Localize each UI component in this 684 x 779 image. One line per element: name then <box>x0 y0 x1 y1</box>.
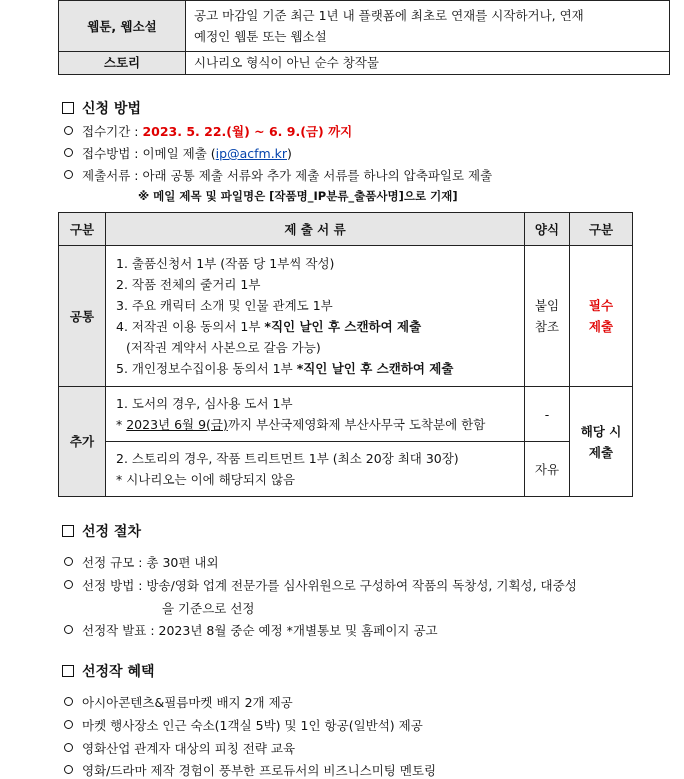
email-link[interactable]: ip@acfm.kr <box>215 146 288 161</box>
square-bullet-icon <box>62 102 74 114</box>
circle-bullet-icon <box>64 580 73 589</box>
doc-item: 2. 스토리의 경우, 작품 트리트먼트 1부 (최소 20장 최대 30장) <box>116 451 459 466</box>
selection-method: 선정 방법 : 방송/영화 업계 전문가를 심사위원으로 구성하여 작품의 독창성, 기획성, 대중성 <box>64 576 577 594</box>
doc-item-sub: (저작권 계약서 사본으로 갈음 가능) <box>126 340 321 355</box>
benefit-item: 영화/드라마 제작 경험이 풍부한 프로듀서의 비즈니스미팅 멘토링 <box>64 761 436 779</box>
filename-note: ※ 메일 제목 및 파일명은 [작품명_IP분류_출품사명]으로 기재] <box>138 189 458 203</box>
apply-docs: 제출서류 : 아래 공통 제출 서류와 추가 제출 서류를 하나의 압축파일로 제출 <box>64 166 492 184</box>
apply-period-value: 2023. 5. 22.(월) ~ 6. 9.(금) 까지 <box>142 124 353 139</box>
doc-item: 4. 저작권 이용 동의서 1부 *직인 날인 후 스캔하여 제출 <box>116 319 422 334</box>
doc-item: 3. 주요 캐릭터 소개 및 인물 관계도 1부 <box>116 298 333 313</box>
row-text <box>186 1 670 52</box>
table-row <box>59 1 670 52</box>
circle-bullet-icon <box>64 625 73 634</box>
selection-method-cont: 을 기준으로 선정 <box>162 601 255 616</box>
common-form: 붙임 참조 <box>525 246 570 387</box>
eligibility-table <box>58 0 670 75</box>
extra-form-b: 자유 <box>525 442 570 497</box>
table-header-row <box>59 213 633 246</box>
extra-docs-b <box>106 442 525 497</box>
selection-scale: 선정 규모 : 총 30편 내외 <box>64 553 219 571</box>
table-row-extra-a <box>59 387 633 442</box>
documents-table <box>58 212 633 497</box>
circle-bullet-icon <box>64 697 73 706</box>
circle-bullet-icon <box>64 148 73 157</box>
benefit-item: 영화산업 관계자 대상의 피칭 전략 교육 <box>64 739 295 757</box>
row-label: 웹툰, 웹소설 <box>59 1 186 52</box>
benefit-item: 마켓 행사장소 인근 숙소(1객실 5박) 및 1인 항공(일반석) 제공 <box>64 716 423 734</box>
header-category: 구분 <box>59 213 106 246</box>
common-docs <box>106 246 525 387</box>
doc-item: 2. 작품 전체의 줄거리 1부 <box>116 277 261 292</box>
row-label: 스토리 <box>59 52 186 75</box>
apply-period: 접수기간 : 2023. 5. 22.(월) ~ 6. 9.(금) 까지 <box>64 122 352 140</box>
section-heading-benefits: 선정작 혜택 <box>62 661 155 681</box>
circle-bullet-icon <box>64 557 73 566</box>
table-row-extra-b <box>59 442 633 497</box>
selection-announce: 선정작 발표 : 2023년 8월 중순 예정 *개별통보 및 홈페이지 공고 <box>64 621 438 639</box>
doc-item: 1. 출품신청서 1부 (작품 당 1부씩 작성) <box>116 256 335 271</box>
header-form: 양식 <box>525 213 570 246</box>
doc-item: * 2023년 6월 9(금)까지 부산국제영화제 부산사무국 도착분에 한함 <box>116 417 486 432</box>
circle-bullet-icon <box>64 765 73 774</box>
row-text-line: 공고 마감일 기준 최근 1년 내 플랫폼에 최초로 연재를 시작하거나, 연재 <box>194 8 584 23</box>
doc-item: * 시나리오는 이에 해당되지 않음 <box>116 472 296 487</box>
row-text: 시나리오 형식이 아닌 순수 창작물 <box>186 52 670 75</box>
common-required: 필수 제출 <box>570 246 633 387</box>
table-row <box>59 52 670 75</box>
extra-docs-a <box>106 387 525 442</box>
circle-bullet-icon <box>64 126 73 135</box>
extra-label: 추가 <box>59 387 106 497</box>
section-heading-selection: 선정 절차 <box>62 521 141 541</box>
square-bullet-icon <box>62 665 74 677</box>
header-documents: 제 출 서 류 <box>106 213 525 246</box>
extra-required: 해당 시 제출 <box>570 387 633 497</box>
apply-method: 접수방법 : 이메일 제출 (ip@acfm.kr) <box>64 144 292 162</box>
circle-bullet-icon <box>64 720 73 729</box>
doc-item: 1. 도서의 경우, 심사용 도서 1부 <box>116 396 293 411</box>
header-type: 구분 <box>570 213 633 246</box>
table-row-common <box>59 246 633 387</box>
section-heading-apply: 신청 방법 <box>62 98 141 118</box>
circle-bullet-icon <box>64 170 73 179</box>
common-label: 공통 <box>59 246 106 387</box>
square-bullet-icon <box>62 525 74 537</box>
benefit-item: 아시아콘텐츠&필름마켓 배지 2개 제공 <box>64 693 293 711</box>
row-text-line: 예정인 웹툰 또는 웹소설 <box>194 29 327 44</box>
circle-bullet-icon <box>64 743 73 752</box>
doc-item: 5. 개인정보수집이용 동의서 1부 *직인 날인 후 스캔하여 제출 <box>116 361 454 376</box>
extra-form-a: - <box>525 387 570 442</box>
